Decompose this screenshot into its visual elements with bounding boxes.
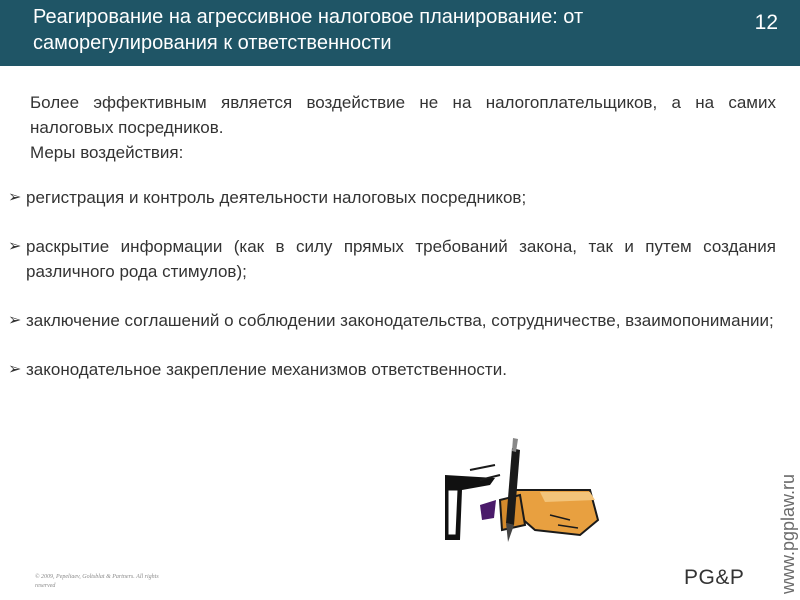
website-url: www.pgplaw.ru — [778, 473, 798, 594]
arrow-bullet-icon: ➢ — [8, 189, 22, 206]
measures-list — [0, 185, 800, 382]
arrow-bullet-icon: ➢ — [8, 361, 22, 378]
hand-signing-pen-icon — [440, 430, 600, 570]
arrow-bullet-icon: ➢ — [8, 238, 22, 255]
measure-item — [0, 185, 800, 210]
measure-item — [0, 234, 800, 284]
measure-text: законодательное закрепление механизмов ответственности. — [26, 360, 507, 379]
intro-block — [0, 90, 800, 165]
measure-item — [0, 357, 800, 382]
measure-text: заключение соглашений о соблюдении законодательства, сотрудничестве, взаимопонимании; — [26, 311, 774, 330]
slide-header — [0, 0, 800, 66]
slide-title: Реагирование на агрессивное налоговое планирование: от саморегулирования к ответственности — [33, 6, 584, 54]
measure-text: регистрация и контроль деятельности налоговых посредников; — [26, 188, 527, 207]
arrow-bullet-icon: ➢ — [8, 312, 22, 329]
slide-content — [0, 90, 800, 406]
measures-heading: Меры воздействия: — [30, 143, 184, 162]
pgp-logo: PG&P — [684, 566, 745, 589]
measure-item — [0, 308, 800, 333]
measure-text: раскрытие информации (как в силу прямых требований закона, так и путем создания различного рода стимулов); — [26, 237, 776, 281]
intro-paragraph: Более эффективным является воздействие не на налогоплательщиков, а на самих налоговых посредников. — [30, 93, 776, 137]
slide-number: 12 — [754, 11, 778, 34]
copyright-note: © 2009, Pepeliaev, Goltsblat & Partners. All rights reserved — [35, 574, 159, 589]
